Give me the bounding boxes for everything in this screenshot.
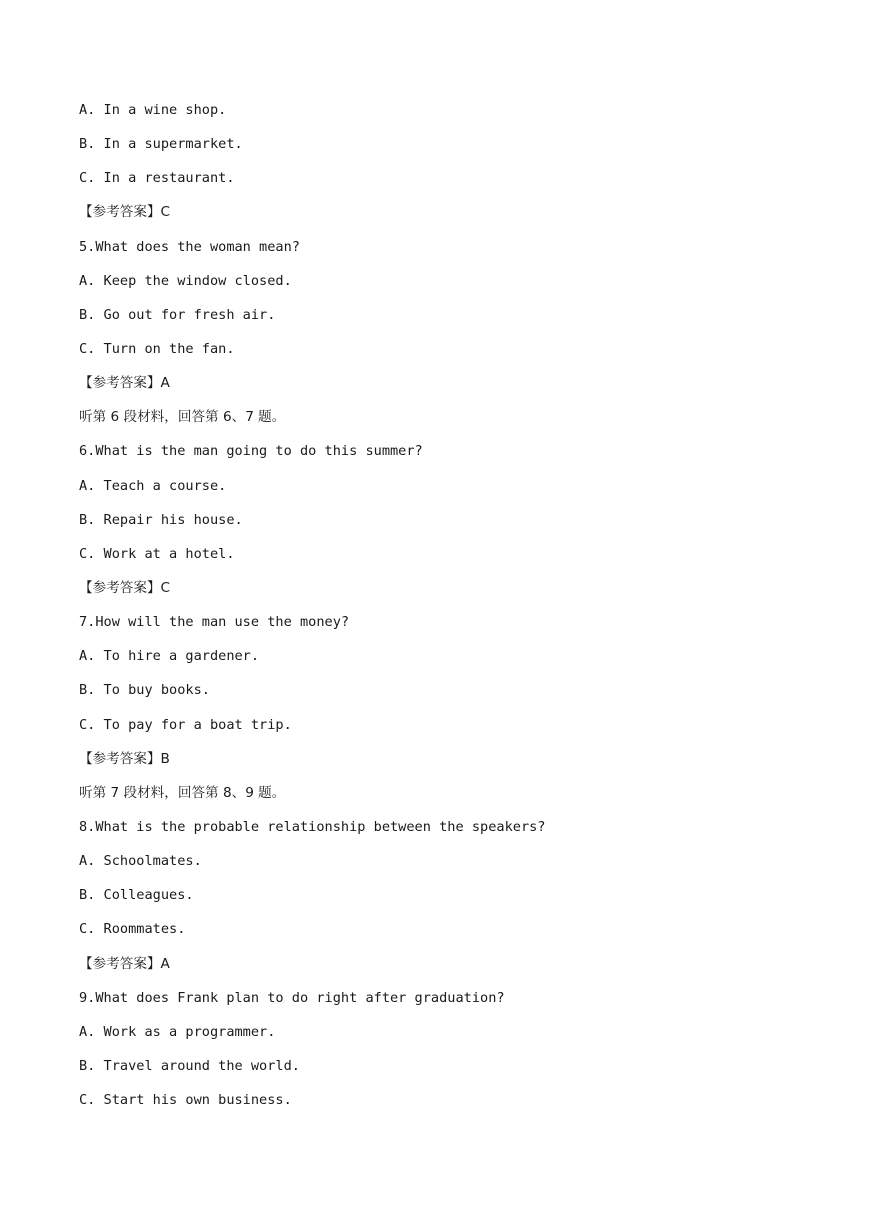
answer-option: B. In a supermarket.	[79, 136, 243, 153]
reference-answer: 【参考答案】A	[79, 955, 170, 972]
answer-option: C. In a restaurant.	[79, 170, 235, 187]
answer-option: A. Teach a course.	[79, 477, 227, 494]
answer-option: C. Turn on the fan.	[79, 340, 235, 357]
answer-option: A. Work as a programmer.	[79, 1023, 276, 1040]
section-instruction: 听第 6 段材料，回答第 6、7 题。	[79, 409, 286, 426]
answer-option: A. To hire a gardener.	[79, 648, 260, 665]
answer-option: A. In a wine shop.	[79, 102, 227, 118]
answer-option: B. Repair his house.	[79, 511, 243, 528]
answer-option: A. Keep the window closed.	[79, 272, 292, 289]
answer-option: B. Colleagues.	[79, 887, 194, 904]
answer-option: C. Roommates.	[79, 921, 186, 938]
answer-option: C. Work at a hotel.	[79, 545, 235, 562]
reference-answer: 【参考答案】A	[79, 375, 170, 392]
answer-option: B. Go out for fresh air.	[79, 306, 276, 323]
answer-option: A. Schoolmates.	[79, 853, 202, 870]
answer-option: C. Start his own business.	[79, 1092, 292, 1109]
reference-answer: 【参考答案】C	[79, 579, 171, 596]
answer-option: C. To pay for a boat trip.	[79, 716, 292, 733]
document-content	[79, 99, 799, 1123]
question-text: 9.What does Frank plan to do right after graduation?	[79, 989, 505, 1006]
section-instruction: 听第 7 段材料，回答第 8、9 题。	[79, 784, 286, 801]
question-text: 5.What does the woman mean?	[79, 238, 300, 255]
answer-option: B. To buy books.	[79, 682, 210, 699]
answer-option: B. Travel around the world.	[79, 1057, 300, 1074]
question-text: 8.What is the probable relationship between the speakers?	[79, 818, 546, 835]
reference-answer: 【参考答案】B	[79, 750, 170, 767]
question-text: 7.How will the man use the money?	[79, 614, 350, 631]
reference-answer: 【参考答案】C	[79, 204, 171, 221]
question-text: 6.What is the man going to do this summer?	[79, 443, 423, 460]
